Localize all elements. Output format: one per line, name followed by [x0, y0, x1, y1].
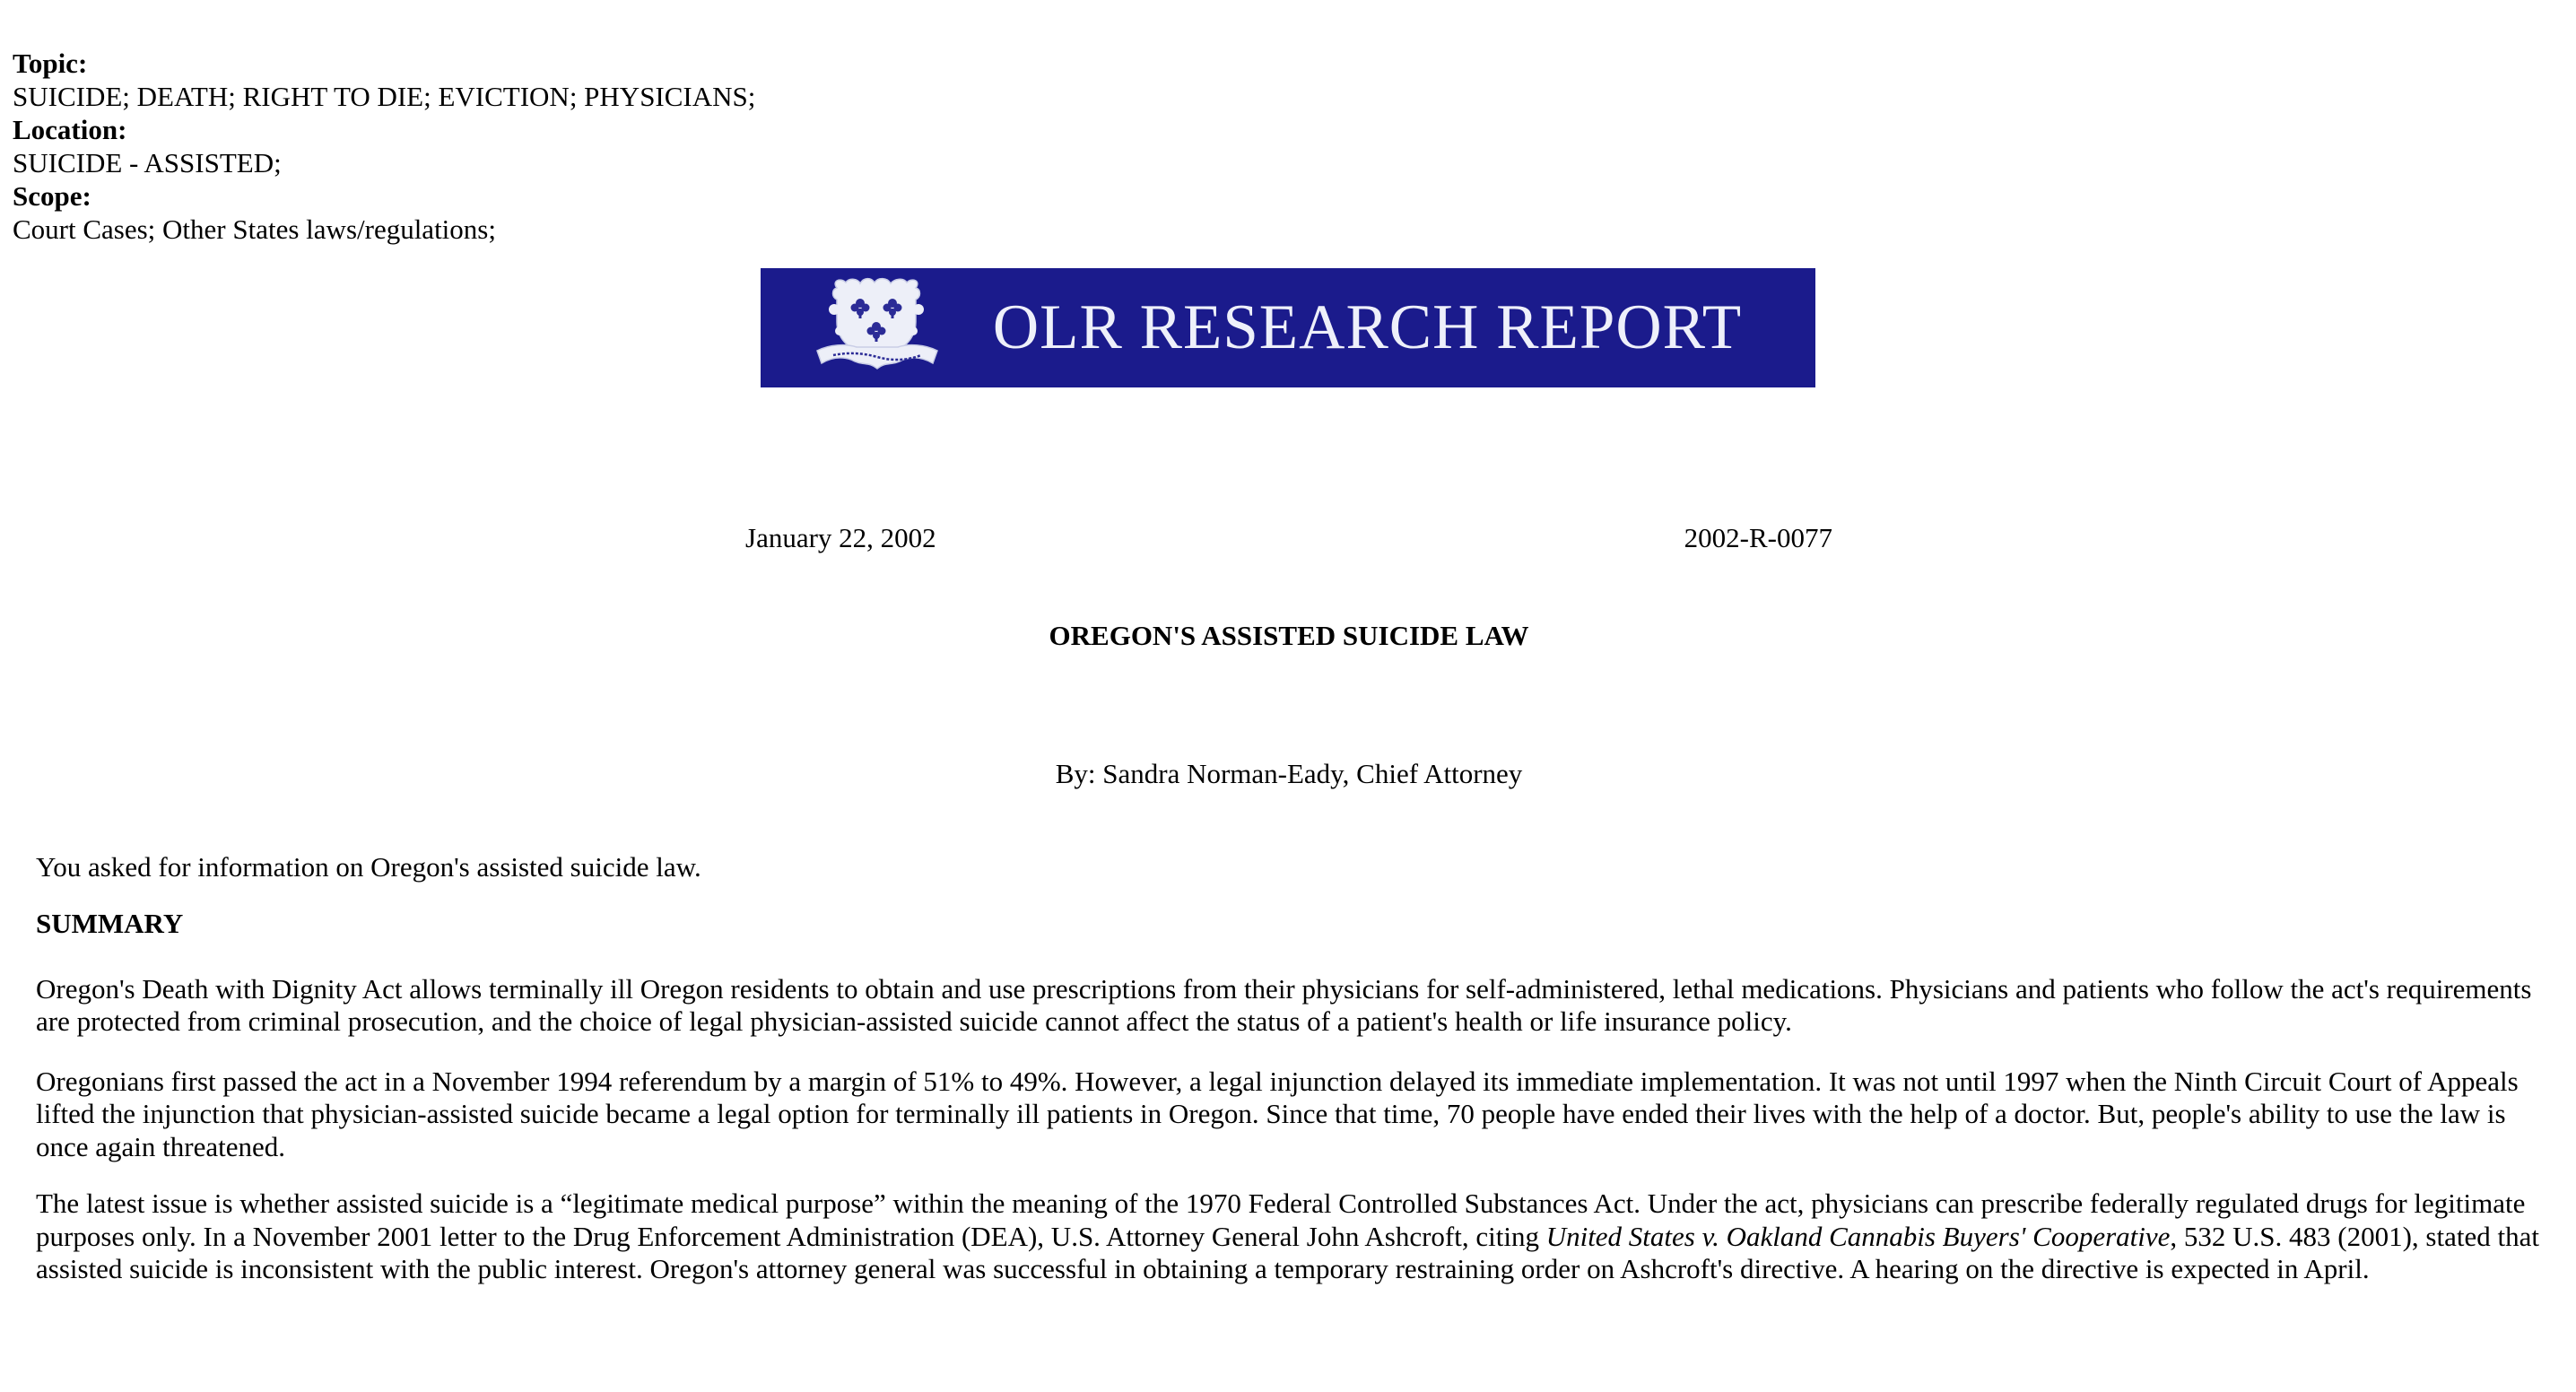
paragraph-3-text-before: The latest issue is whether assisted suicide is a “legitimate medical purpose” within the meaning of the 1970 Federal Controlled Substances Act. Under the act, physicians can prescribe federally regulated drugs for legitimate purposes only. In a November 2001 letter to the Drug Enforcement Administration (DEA), U.S. Attorney General John Ashcroft, citing	[36, 1188, 2526, 1252]
report-number: 2002-R-0077	[1684, 522, 1832, 553]
report-date: January 22, 2002	[745, 522, 936, 553]
summary-paragraph-2: Oregonians first passed the act in a November 1994 referendum by a margin of 51% to 49%. However, a legal injunction delayed its immediate implementation. It was not until 1997 when the Ninth Circuit Court of Appeals lifted the injunction that physician-assisted suicide became a legal option for terminally ill patients in Oregon. Since that time, 70 people have ended their lives with the help of a doctor. But, people's ability to use the law is once again threatened.	[36, 1065, 2519, 1162]
report-meta	[13, 47, 2576, 246]
report-byline: By: Sandra Norman-Eady, Chief Attorney	[1055, 758, 1523, 789]
meta-location-value: SUICIDE - ASSISTED;	[13, 147, 282, 178]
dateline	[36, 522, 2542, 555]
summary-heading: SUMMARY	[36, 908, 184, 939]
document-page	[0, 47, 2576, 1286]
intro-paragraph: You asked for information on Oregon's assisted suicide law.	[36, 850, 701, 883]
paragraph-3-text-after: , 532 U.S. 483 (2001), stated that assisted suicide is inconsistent with the public interest. Oregon's attorney general was successful in obtaining a temporary restraining order on Ashcroft's directive. A hearing on the directive is expected in April.	[36, 1220, 2539, 1284]
summary-paragraph-1: Oregon's Death with Dignity Act allows terminally ill Oregon residents to obtain and use prescriptions from their physicians for self-administered, lethal medications. Physicians and patients who follow the act's requirements are protected from criminal prosecution, and the choice of legal physician-assisted suicide cannot affect the status of a patient's health or life insurance policy.	[36, 972, 2532, 1037]
meta-scope-label: Scope:	[13, 180, 91, 212]
meta-topic-value: SUICIDE; DEATH; RIGHT TO DIE; EVICTION; PHYSICIANS;	[13, 81, 756, 112]
connecticut-coat-of-arms-icon	[810, 275, 944, 381]
banner-row	[0, 268, 2576, 387]
case-citation-italic: United States v. Oakland Cannabis Buyers' Cooperative	[1545, 1220, 2171, 1252]
report-content	[36, 522, 2542, 1286]
olr-banner	[761, 268, 1815, 387]
meta-location-label: Location:	[13, 114, 127, 145]
banner-title: OLR RESEARCH REPORT	[992, 292, 1743, 362]
summary-paragraph-3	[36, 1188, 2542, 1286]
meta-scope-value: Court Cases; Other States laws/regulations;	[13, 213, 496, 245]
report-title: OREGON'S ASSISTED SUICIDE LAW	[1049, 619, 1529, 651]
meta-topic-label: Topic:	[13, 48, 88, 79]
